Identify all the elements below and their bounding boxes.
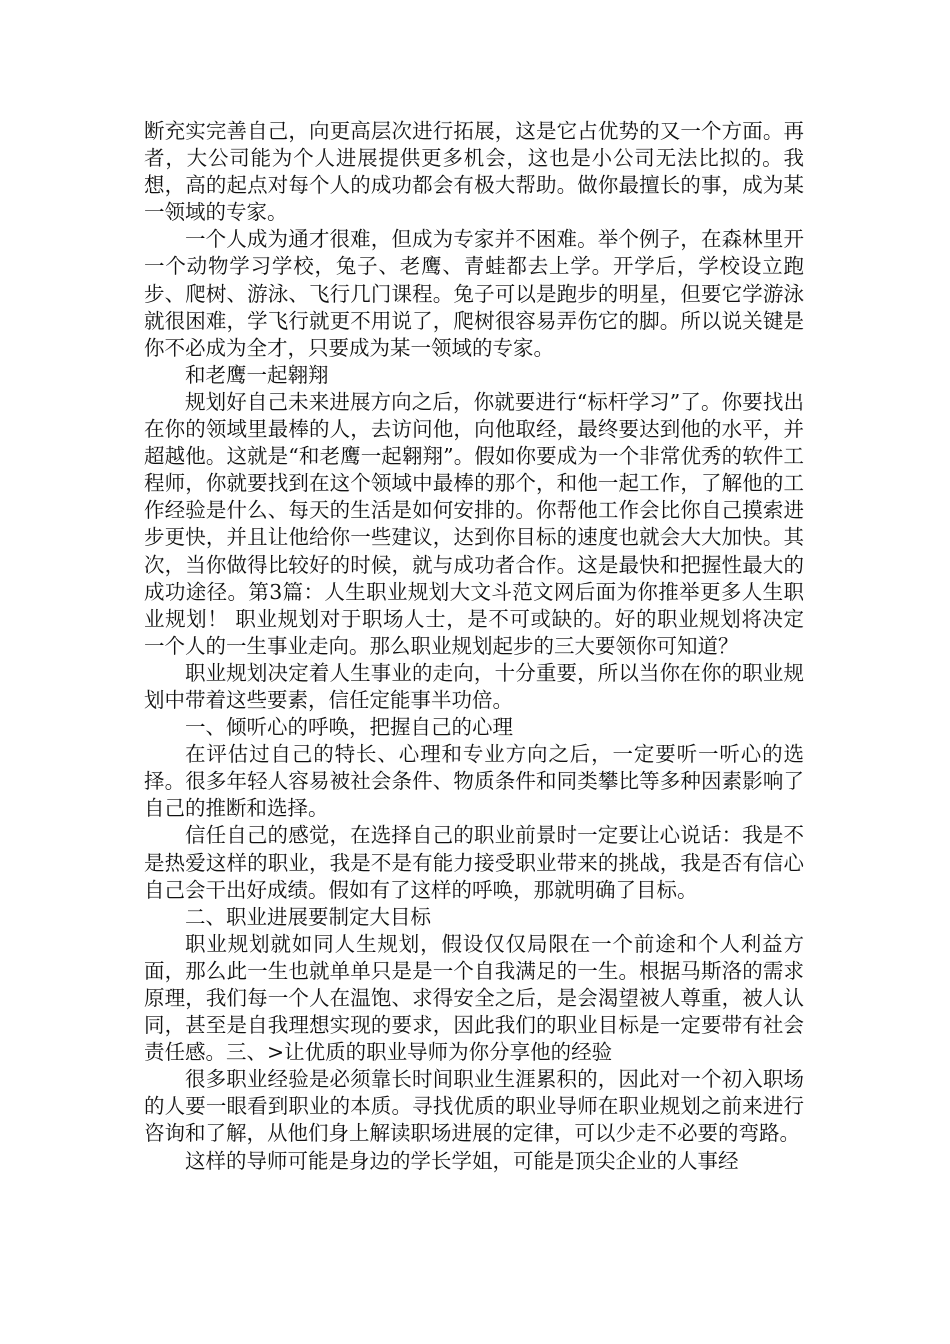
document-page (144, 118, 804, 1175)
paragraph: 断充实完善自己，向更高层次进行拓展，这是它占优势的又一个方面。再者，大公司能为个人进展提供更多机会，这也是小公司无法比拟的。我想，高的起点对每个人的成功都会有极大帮助。做你最擅长的事，成为某一领域的专家。 (144, 119, 804, 225)
paragraph: 很多职业经验是必须靠长时间职业生涯累积的，因此对一个初入职场的人要一眼看到职业的本质。寻找优质的职业导师在职业规划之前来进行咨询和了解，从他们身上解读职场进展的定律，可以少走不必要的弯路。 (144, 1067, 804, 1146)
paragraph: 信任自己的感觉，在选择自己的职业前景时一定要让心说话：我是不是热爱这样的职业，我是不是有能力接受职业带来的挑战，我是否有信心自己会干出好成绩。假如有了这样的呼唤，那就明确了目标。 (144, 823, 804, 902)
paragraph: 一个人成为通才很难，但成为专家并不困难。举个例子，在森林里开一个动物学习学校，兔子、老鹰、青蛙都去上学。开学后，学校设立跑步、爬树、游泳、飞行几门课程。兔子可以是跑步的明星，但要它学游泳就很困难，学飞行就更不用说了，爬树很容易弄伤它的脚。所以说关键是你不必成为全才，只要成为某一领域的专家。 (144, 227, 804, 360)
paragraph: 这样的导师可能是身边的学长学姐，可能是顶尖企业的人事经 (185, 1148, 739, 1173)
section-heading: 一、倾听心的呼唤，把握自己的心理 (185, 715, 513, 740)
section-heading: 二、职业进展要制定大目标 (185, 904, 431, 929)
paragraph: 规划好自己未来进展方向之后，你就要进行“标杆学习”了。你要找出在你的领域里最棒的人，去访问他，向他取经，最终要达到他的水平，并超越他。这就是“和老鹰一起翱翔”。假如你要成为一个非常优秀的软件工程师，你就要找到在这个领域中最棒的那个，和他一起工作，了解他的工作经验是什么、每天的生活是如何安排的。你帮他工作会比你自己摸索进步更快，并且让他给你一些建议，达到你目标的速度也就会大大加快。其次，当你做得比较好的时候，就与成功者合作。这是最快和把握性最大的成功途径。第3篇：人生职业规划大文斗范文网后面为你推举更多人生职业规划！ 职业规划对于职场人士，是不可或缺的。好的职业规划将决定一个人的一生事业走向。那么职业规划起步的三大要领你可知道？ (144, 389, 804, 658)
paragraph: 职业规划就如同人生规划，假设仅仅局限在一个前途和个人利益方面，那么此一生也就单单只是是一个自我满足的一生。根据马斯洛的需求原理，我们每一个人在温饱、求得安全之后，是会渴望被人尊重，被人认同，甚至是自我理想实现的要求，因此我们的职业目标是一定要带有社会责任感。三、>让优质的职业导师为你分享他的经验 (144, 931, 804, 1065)
paragraph: 职业规划决定着人生事业的走向，十分重要，所以当你在你的职业规划中带着这些要素，信任定能事半功倍。 (144, 660, 804, 712)
section-heading: 和老鹰一起翱翔 (185, 362, 329, 387)
paragraph: 在评估过自己的特长、心理和专业方向之后，一定要听一听心的选择。很多年轻人容易被社会条件、物质条件和同类攀比等多种因素影响了自己的推断和选择。 (144, 742, 804, 821)
